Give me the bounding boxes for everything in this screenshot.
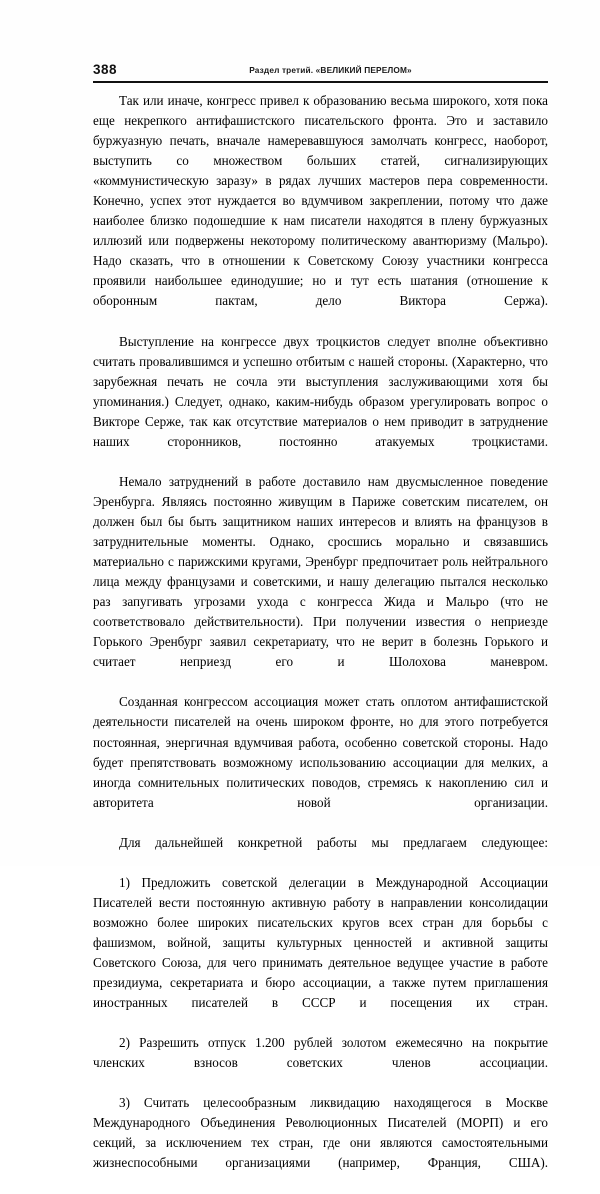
paragraph: Созданная конгрессом ассоциация может стать оплотом антифашистской деятельности писателей на очень широком фронте, но для этого потребуется постоянная, энергичная вдумчивая работа, особенно советской стороны. Надо будет препятствовать возможному использованию ассоциации для мелких, а иногда сомнительных политических поводов, стремясь к накоплению сил и авторитета новой организации.	[93, 694, 548, 810]
paragraph: Для дальнейшей конкретной работы мы предлагаем следующее:	[119, 834, 548, 850]
running-head	[93, 62, 548, 80]
paragraph: Выступление на конгрессе двух троцкистов следует вполне объективно считать провалившимся и успешно отбитым с нашей стороны. (Характерно, что зарубежная печать не сочла эти выступления заслуживающими хотя бы упоминания.) Следует, однако, каким-нибудь образом урегулировать вопрос о Викторе Серже, так как отсутствие материалов о нем приводит в затруднение наших сторонников, постоянно атакуемых троцкистами.	[93, 333, 548, 449]
running-head-title: Раздел третий. «ВЕЛИКИЙ ПЕРЕЛОМ»	[249, 65, 412, 75]
list-item: 1) Предложить советской делегации в Международной Ассоциации Писателей вести постоянную активную работу в направлении консолидации возможно более широких писательских кругов всех стран для борьбы с фашизмом, войной, защиты культурных ценностей и активной защиты Советского Союза, для чего принимать деятельное ведущее участие в работе президиума, секретариата и бюро ассоциации, а также путем приглашения иностранных писателей в СССР и посещения их стран.	[93, 874, 548, 1011]
list-item: 3) Считать целесообразным ликвидацию находящегося в Москве Международного Объединения Революционных Писателей (МОРП) и его секций, за исключением тех стран, где они являются самостоятельными жизнеспособными организациями (например, Франция, США).	[93, 1095, 548, 1171]
paragraph: Немало затруднений в работе доставило нам двусмысленное поведение Эренбурга. Являясь постоянно живущим в Париже советским писателем, он должен был бы быть защитником наших интересов и влиять на французов в затруднительные моменты. Однако, сросшись морально и связавшись материально с парижскими кругами, Эренбург предпочитает роль нейтрального лица между французами и советскими, и нашу делегацию пытался несколько раз запугивать угрозами ухода с конгресса Жида и Мальро (что не соответствовало действительности). При получении известия о неприезде Горького Эренбург заявил секретариату, что не верит в болезнь Горького и считает неприезд его и Шолохова маневром.	[93, 473, 548, 670]
header-rule-divider	[93, 81, 548, 83]
body-text-column	[93, 91, 548, 1194]
page-number: 388	[93, 62, 118, 77]
paragraph: Так или иначе, конгресс привел к образованию весьма широкого, хотя пока еще некрепкого антифашистского писательского фронта. Это и заставило буржуазную печать, вначале намеревавшуюся замолчать конгресс, наоборот, выступить со множеством больших статей, сигнализирующих «коммунистическую заразу» в рядах лучших мастеров пера современности. Конечно, успех этот нуждается во вдумчивом закреплении, потому что даже наиболее близко подошедшие к нам писатели находятся в плену буржуазных иллюзий или подвержены некоторому политическому авантюризму (Мальро). Надо сказать, что в отношении к Советскому Союзу участники конгресса проявили наибольшее единодушие; но и тут есть шатания (отношение к оборонным пактам, дело Виктора Сержа).	[93, 93, 548, 309]
list-item: 2) Разрешить отпуск 1.200 рублей золотом ежемесячно на покрытие членских взносов советских членов ассоциации.	[93, 1035, 548, 1071]
